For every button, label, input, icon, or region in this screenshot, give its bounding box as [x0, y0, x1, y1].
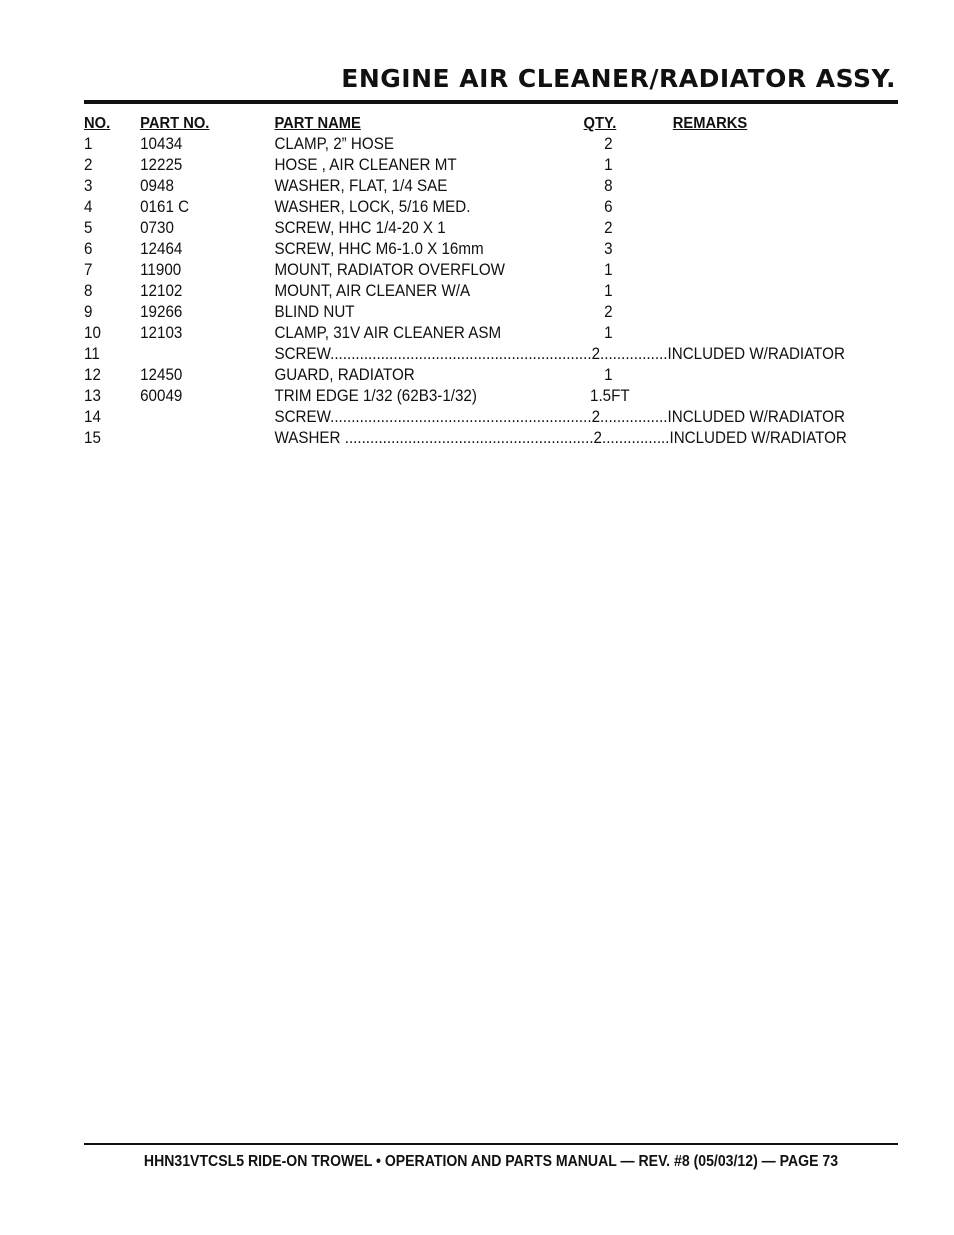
row-qty: 3 [604, 240, 613, 258]
page-title: ENGINE AIR CLEANER/RADIATOR ASSY. [341, 64, 896, 93]
row-qty: 2 [604, 219, 613, 237]
row-qty: 1 [604, 366, 613, 384]
row-no: 11 [84, 345, 100, 363]
row-no: 13 [84, 387, 101, 405]
row-part-no: 12103 [140, 324, 183, 342]
row-part-name: SCREW, HHC 1/4-20 X 1 [274, 219, 446, 237]
row-qty: 1 [604, 156, 613, 174]
row-part-no: 0730 [140, 219, 174, 237]
title-divider [84, 100, 898, 104]
row-part-name: WASHER, FLAT, 1/4 SAE [274, 177, 448, 195]
row-qty: 1 [604, 324, 613, 342]
row-part-name: MOUNT, AIR CLEANER W/A [274, 282, 471, 300]
table-row [84, 407, 845, 428]
row-part-no: 0161 C [140, 198, 190, 216]
row-part-no: 0948 [140, 177, 174, 195]
table-row [84, 176, 820, 197]
row-part-name: CLAMP, 31V AIR CLEANER ASM [274, 324, 502, 342]
row-no: 2 [84, 156, 93, 174]
footer-divider [84, 1143, 898, 1145]
row-no: 10 [84, 324, 101, 342]
row-part-name: BLIND NUT [274, 303, 355, 321]
column-header-part-name: PART NAME [274, 115, 361, 132]
row-part-name: CLAMP, 2” HOSE [274, 135, 394, 153]
row-qty: 1.5FT [590, 387, 630, 405]
row-part-no: 12102 [140, 282, 183, 300]
column-header-part-no: PART NO. [140, 115, 210, 132]
row-part-name-dotted: SCREW..............................................................2................INCLUDED W/RADIATOR [274, 345, 845, 363]
page-footer: HHN31VTCSL5 RIDE-ON TROWEL • OPERATION AND PARTS MANUAL — REV. #8 (05/03/12) — PAGE 73 [143, 1153, 839, 1170]
table-row [84, 260, 820, 281]
row-qty: 1 [604, 282, 613, 300]
table-row [84, 386, 820, 407]
column-header-remarks: REMARKS [672, 115, 748, 132]
table-row [84, 218, 820, 239]
table-row [84, 302, 820, 323]
row-part-name: SCREW, HHC M6-1.0 X 16mm [274, 240, 484, 258]
table-row [84, 428, 847, 449]
table-row [84, 239, 820, 260]
row-no: 9 [84, 303, 93, 321]
row-part-name: TRIM EDGE 1/32 (62B3-1/32) [274, 387, 477, 405]
row-part-name-dotted: SCREW..............................................................2................INCLUDED W/RADIATOR [274, 408, 845, 426]
row-part-no: 12225 [140, 156, 183, 174]
row-no: 7 [84, 261, 93, 279]
table-row [84, 281, 820, 302]
row-no: 1 [84, 135, 93, 153]
row-no: 5 [84, 219, 93, 237]
row-part-name: HOSE , AIR CLEANER MT [274, 156, 457, 174]
table-row [84, 323, 820, 344]
table-header-row [84, 113, 820, 134]
row-qty: 8 [604, 177, 613, 195]
row-no: 12 [84, 366, 101, 384]
row-no: 3 [84, 177, 93, 195]
row-part-no: 11900 [140, 261, 182, 279]
row-part-name: MOUNT, RADIATOR OVERFLOW [274, 261, 505, 279]
table-row [84, 155, 820, 176]
row-no: 8 [84, 282, 93, 300]
row-no: 4 [84, 198, 93, 216]
column-header-qty: QTY. [583, 115, 617, 132]
row-part-name: GUARD, RADIATOR [274, 366, 415, 384]
parts-table [84, 113, 847, 449]
row-qty: 2 [604, 135, 613, 153]
table-row [84, 197, 820, 218]
row-part-name: WASHER, LOCK, 5/16 MED. [274, 198, 471, 216]
row-qty: 6 [604, 198, 613, 216]
row-part-no: 12464 [140, 240, 183, 258]
row-part-no: 10434 [140, 135, 183, 153]
row-no: 6 [84, 240, 93, 258]
row-no: 14 [84, 408, 101, 426]
table-row [84, 344, 845, 365]
table-row [84, 365, 820, 386]
row-qty: 1 [604, 261, 613, 279]
row-no: 15 [84, 429, 101, 447]
row-part-name-dotted: WASHER ...........................................................2................INCLUDED W/RADIATOR [274, 429, 847, 447]
row-part-no: 60049 [140, 387, 183, 405]
row-qty: 2 [604, 303, 613, 321]
column-header-no: NO. [84, 115, 111, 132]
table-row [84, 134, 820, 155]
row-part-no: 19266 [140, 303, 183, 321]
row-part-no: 12450 [140, 366, 183, 384]
